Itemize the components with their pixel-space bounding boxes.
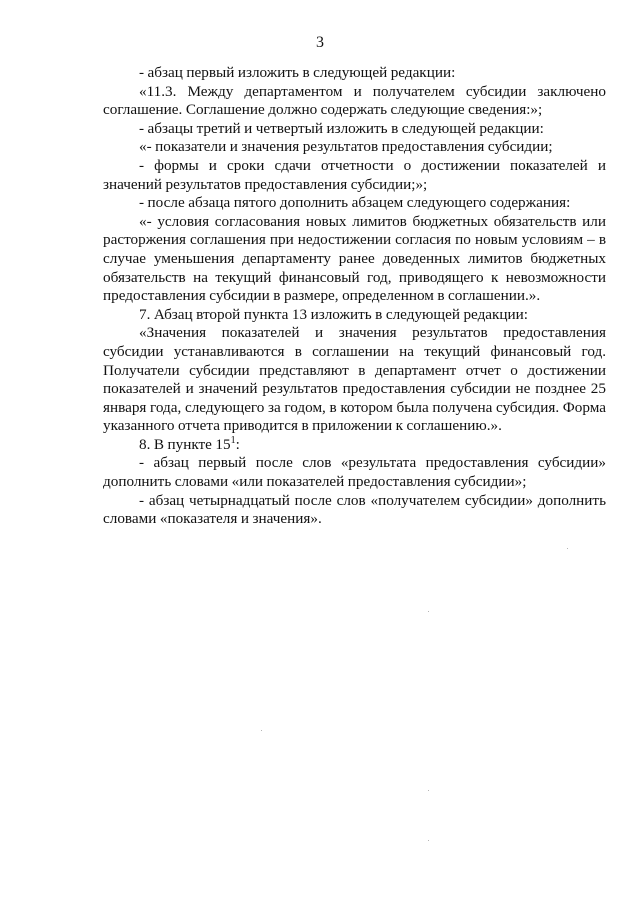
scan-speck <box>567 548 568 549</box>
scan-speck <box>261 730 262 731</box>
page-number: 3 <box>316 34 324 51</box>
paragraph-text: 8. В пункте 15 <box>139 435 231 453</box>
paragraph: - абзацы третий и четвертый изложить в следующей редакции: <box>139 119 544 137</box>
paragraph: - абзац первый изложить в следующей редакции: <box>139 64 456 81</box>
paragraph <box>103 436 606 455</box>
scan-speck <box>428 611 429 612</box>
paragraph: - абзац четырнадцатый после слов «получателем субсидии» дополнить словами «показателя и значения». <box>103 491 606 528</box>
paragraph: - после абзаца пятого дополнить абзацем следующего содержания: <box>139 194 571 212</box>
paragraph-text-end: : <box>235 435 240 453</box>
document-body <box>103 64 606 529</box>
superscript: 1 <box>230 434 236 446</box>
paragraph: 7. Абзац второй пункта 13 изложить в следующей редакции: <box>139 305 529 323</box>
paragraph: «11.3. Между департаментом и получателем субсидии заключено соглашение. Соглашение должно содержать следующие сведения:»; <box>103 82 606 119</box>
scan-speck <box>428 790 429 791</box>
paragraph: - формы и сроки сдачи отчетности о достижении показателей и значений результатов предоставления субсидии;»; <box>103 156 606 193</box>
scan-speck <box>428 840 429 841</box>
paragraph: «- показатели и значения результатов предоставления субсидии; <box>139 138 553 156</box>
paragraph: «Значения показателей и значения результатов предоставления субсидии устанавливаются в соглашении на текущий финансовый год. Получатели субсидии представляют в департамент отчет о достижении показателей и значений результатов предоставления субсидии не позднее 25 января года, следующего за годом, в котором была получена субсидия. Форма указанного отчета приводится в приложении к соглашению.». <box>103 324 606 435</box>
paragraph: «- условия согласования новых лимитов бюджетных обязательств или расторжения соглашения при недостижении согласия по новым условиям – в случае уменьшения департаменту ранее доведенных лимитов бюджетных обязательств на текущий финансовый год, приводящего к невозможности предоставления субсидии в размере, определенном в соглашении.». <box>103 212 606 305</box>
paragraph: - абзац первый после слов «результата предоставления субсидии» дополнить словами «или показателей предоставления субсидии»; <box>103 454 606 491</box>
